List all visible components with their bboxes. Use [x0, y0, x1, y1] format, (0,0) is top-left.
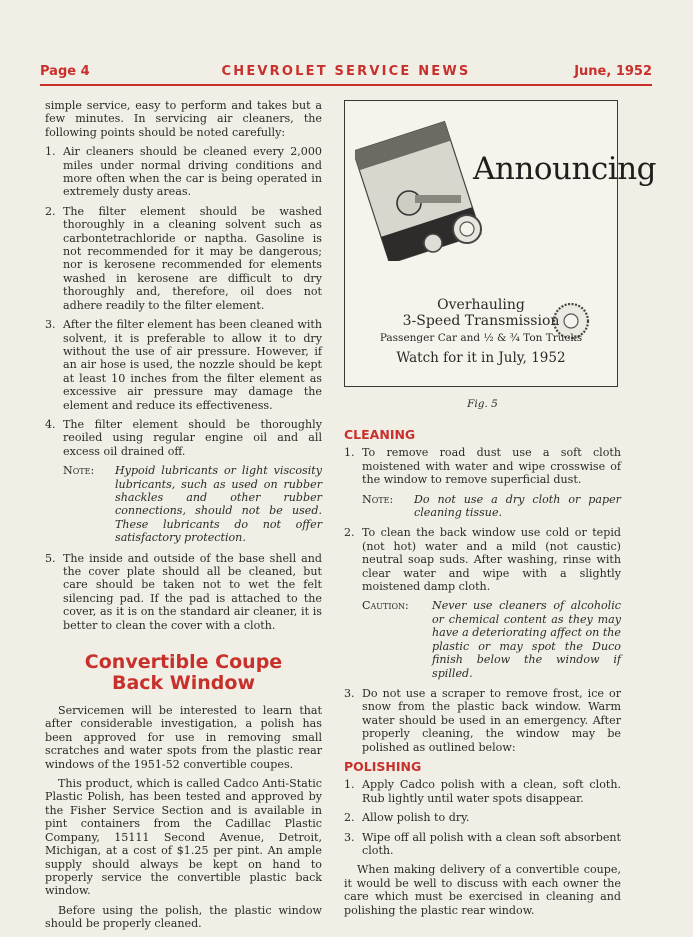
item-number: 1. [344, 446, 355, 460]
cleaning-heading: CLEANING [344, 427, 416, 442]
list-item [45, 418, 322, 458]
page-header [40, 62, 652, 84]
note-text: Do not use a dry cloth or paper cleaning tissue. [414, 492, 621, 520]
item-text: To remove road dust use a soft cloth moistened with water and wipe crosswise of the window to remove superficial dust. [362, 446, 621, 487]
cloth-note [362, 493, 621, 520]
item-number: 1. [45, 145, 56, 159]
list-item [344, 687, 621, 754]
list-item [344, 446, 621, 486]
item-text: To clean the back window use cold or tepid (not hot) water and a mild (not caustic) neutral soap suds. After washing, rinse with clear water and wipe with a slightly moistened damp cloth. [362, 526, 621, 594]
body-paragraph: Servicemen will be interested to learn that after considerable investigation, a polish has been approved for use in removing small scratches and water spots from the plastic rear windows of the 1951-52 convertible coupes. [45, 704, 322, 771]
section-heading-line-1: Convertible Coupe [84, 651, 283, 674]
publication-title: CHEVROLET SERVICE NEWS [221, 64, 471, 79]
section-heading-line-2: Back Window [111, 672, 256, 695]
list-item [45, 552, 322, 632]
list-item [45, 205, 322, 312]
item-text: The filter element should be washed thoroughly in a cleaning solvent such as carbontetrachloride or naptha. Gasoline is not recommended for it may be dangerous; nor is kerosene recommended for elements washed in kerosene are difficult to dry thoroughly and, therefore, oil does not adhere readily to the filter element. [63, 204, 322, 312]
issue-date: June, 1952 [574, 64, 652, 79]
list-item [344, 778, 621, 805]
body-paragraph: Before using the polish, the plastic window should be properly cleaned. [45, 903, 322, 931]
item-number: 4. [45, 417, 56, 431]
caution-label: Caution: [362, 599, 409, 613]
caution-note [362, 599, 621, 679]
item-number: 2. [45, 204, 56, 218]
item-number: 3. [45, 318, 56, 332]
header-rule [40, 84, 652, 86]
item-number: 3. [344, 686, 355, 700]
caution-text: Never use cleaners of alcoholic or chemical content as they may have a deteriorating affect on the plastic or may spot the Duco finish below the window if spilled. [432, 599, 621, 680]
left-column [45, 99, 322, 937]
list-item [344, 831, 621, 858]
figure-line-1: Overhauling [437, 297, 525, 313]
closing-paragraph: When making delivery of a convertible coupe, it would be well to discuss with each owner the care which must be exercised in cleaning and polishing the plastic rear window. [344, 863, 621, 917]
right-column [344, 428, 621, 923]
figure-caption: Fig. 5 [467, 398, 498, 410]
body-paragraph: This product, which is called Cadco Anti-Static Plastic Polish, has been tested and approved by the Fisher Service Section and is available in pint containers from the Cadillac Plastic Company, 15111 Second Avenue, Detroit, Michigan, at a cost of $1.25 per pint. An ample supply should always be kept on hand to properly service the convertible plastic back window. [45, 777, 322, 898]
list-item [344, 811, 621, 824]
lubricant-note [63, 464, 322, 544]
item-text: Do not use a scraper to remove frost, ice or snow from the plastic back window. Warm water should be used in an emergency. After properly cleaning, the window may be polished as outlined below: [362, 686, 621, 754]
note-label: Note: [63, 464, 95, 478]
item-number: 2. [344, 811, 355, 825]
list-item [45, 318, 322, 412]
intro-paragraph: simple service, easy to perform and takes but a few minutes. In servicing air cleaners, the following points should be noted carefully: [45, 99, 322, 139]
list-item [344, 526, 621, 593]
figure-line-4: Watch for it in July, 1952 [396, 350, 566, 366]
item-text: After the filter element has been cleaned with solvent, it is preferable to allow it to dry without the use of air pressure. However, if an air hose is used, the nozzle should be kept at least 10 inches from the filter element as excessive air pressure may damage the element and reduce its effectiveness. [63, 318, 322, 412]
section-heading [45, 652, 322, 694]
item-number: 2. [344, 526, 355, 540]
announcing-heading: Announcing [473, 151, 656, 187]
item-number: 3. [344, 830, 355, 844]
list-item [45, 145, 322, 199]
item-text: Air cleaners should be cleaned every 2,000 miles under normal driving conditions and more often when the car is being operated in extremely dusty areas. [63, 145, 322, 199]
item-text: Wipe off all polish with a clean soft absorbent cloth. [362, 830, 621, 857]
item-text: Allow polish to dry. [362, 811, 470, 825]
item-text: The filter element should be thoroughly reoiled using regular engine oil and all excess oil drained off. [63, 417, 322, 458]
polishing-heading: POLISHING [344, 758, 422, 774]
item-number: 5. [45, 551, 56, 565]
note-text: Hypoid lubricants or light viscosity lubricants, such as used on rubber shackles and other rubber connections, should not be used. These lubricants do not offer satisfactory protection. [115, 464, 322, 545]
item-number: 1. [344, 778, 355, 792]
figure-line-3: Passenger Car and ½ & ¾ Ton Trucks [379, 332, 583, 344]
item-text: The inside and outside of the base shell and the cover plate should all be cleaned, but care should be taken not to wet the felt silencing pad. If the pad is attached to the cover, as it is on the standard air cleaner, it is better to clean the cover with a cloth. [63, 551, 322, 632]
note-label: Note: [362, 492, 394, 506]
figure-line-2: 3-Speed Transmission [402, 313, 560, 329]
announcement-figure [344, 100, 656, 387]
item-text: Apply Cadco polish with a clean, soft cloth. Rub lightly until water spots disappear. [362, 778, 621, 805]
page-number: Page 4 [40, 64, 90, 79]
